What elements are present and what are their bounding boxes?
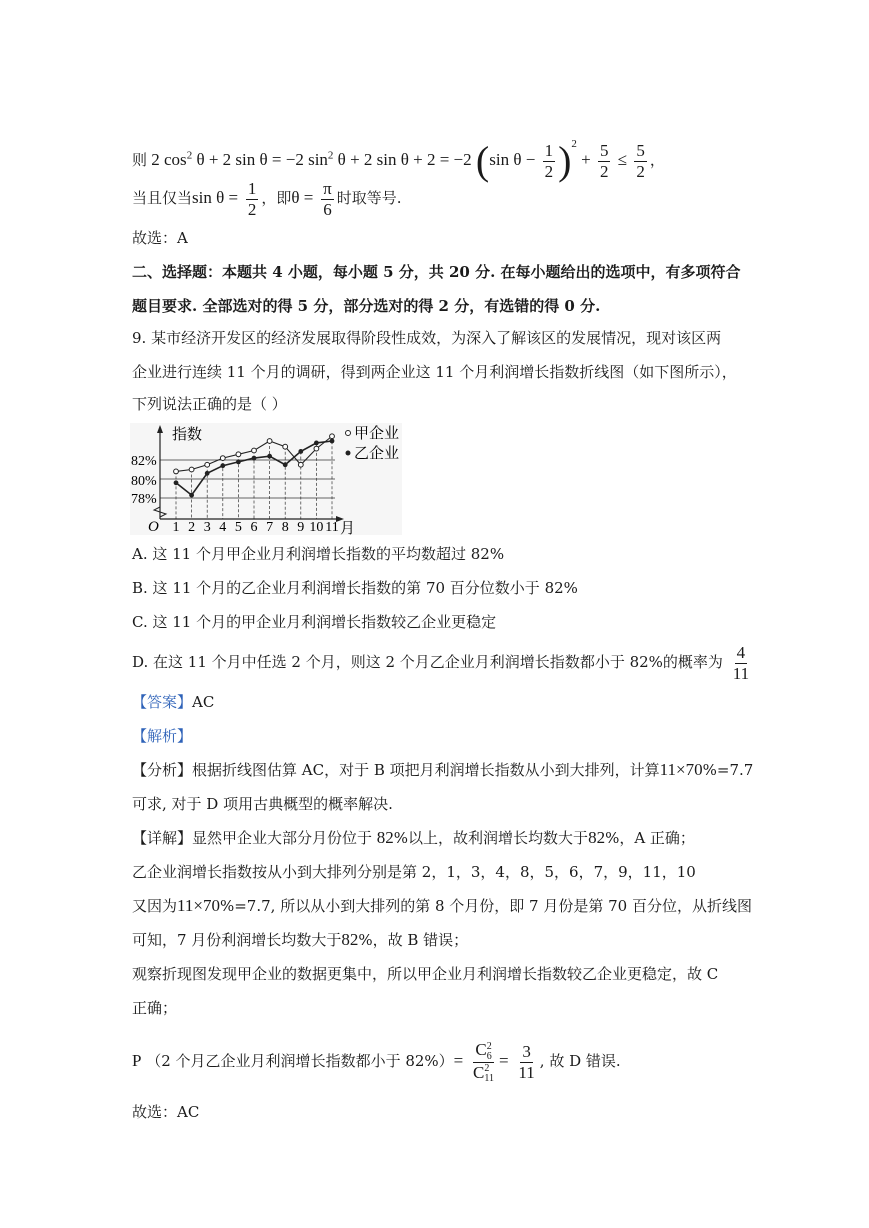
prob-tail: , 故 D 错误. xyxy=(539,1052,621,1070)
xiangjie-line2: 乙企业润增长指数按从小到大排列分别是第 2，1，3，4，8，5，6，7，9，11，10 xyxy=(132,863,696,881)
xiangjie-l4a: 可知，7 月份利润增长均数大于 xyxy=(132,931,342,949)
answer-value: AC xyxy=(192,693,215,711)
x-tick-8: 8 xyxy=(281,520,289,535)
xiangjie-l3a: 又因为 xyxy=(132,897,178,915)
analysis-tag: 【解析】 xyxy=(132,727,193,745)
xiangjie-l4b: %，故 B 错误； xyxy=(358,931,469,949)
prob-eq: = xyxy=(453,1051,464,1070)
fenxi-math: 11×70 xyxy=(659,760,703,779)
xiangjie-text-2: %以上，故利润增长均数大于 xyxy=(393,829,589,847)
y-tick-78: 78% xyxy=(131,492,157,507)
eq-exp2: 2 xyxy=(327,149,334,162)
legend-yi: 乙企业 xyxy=(354,446,400,462)
q9-line1: 9. 某市经济开发区的经济发展取得阶段性成效，为深入了解该区的发展情况，现对该区两 xyxy=(132,329,722,347)
point-s1-m7 xyxy=(267,454,272,459)
cond-pi-six: $\frac{\pi}{6}$ xyxy=(323,178,332,219)
probability-line xyxy=(132,1036,621,1086)
cond-half: $\frac{1}{2}$ xyxy=(247,178,257,219)
option-d xyxy=(132,640,754,684)
x-tick-4: 4 xyxy=(219,520,227,535)
xiangjie-l4-82: 82 xyxy=(341,930,359,949)
cond-text-1: 当且仅当 xyxy=(132,189,193,207)
section2-line1: 二、选择题：本题共 4 小题，每小题 5 分，共 20 分. 在每小题给出的选项中，有多项符合 xyxy=(132,263,741,281)
answer-line xyxy=(132,692,214,712)
fenxi-line2: 可求, 对于 D 项用古典概型的概率解决. xyxy=(132,795,393,813)
point-s1-m6 xyxy=(252,456,257,461)
xiangjie-82-a: 82 xyxy=(376,828,394,847)
x-tick-11: 11 xyxy=(325,520,339,535)
point-s1-m2 xyxy=(189,493,194,498)
x-tick-5: 5 xyxy=(234,520,242,535)
xiangjie-text-1: 显然甲企业大部分月份位于 xyxy=(192,829,377,847)
five-halves-b: $\frac{5}{2}$ xyxy=(636,140,645,181)
x-tick-2: 2 xyxy=(188,520,196,535)
point-s1-m10 xyxy=(314,441,319,446)
point-s0-m1 xyxy=(174,469,179,474)
equation-line xyxy=(132,122,665,184)
point-s0-m10 xyxy=(314,446,319,451)
fenxi-tag: 【分析】 xyxy=(132,761,193,779)
point-s0-m11 xyxy=(330,434,335,439)
xiangjie-line4 xyxy=(132,930,468,950)
point-s0-m4 xyxy=(220,456,225,461)
xiangjie-line3 xyxy=(132,896,752,916)
eq-sin-term: θ + 2 sin θ = −2 sin xyxy=(196,150,328,169)
option-d-fraction: $\frac{4}{11}$ xyxy=(732,642,750,683)
cond-text-3: 时取等号. xyxy=(336,189,402,207)
prob-result-fraction: $\frac{3}{11}$ xyxy=(518,1041,535,1082)
legend-jia: 甲企业 xyxy=(354,426,400,442)
profit-index-chart xyxy=(130,423,402,535)
prob-p: P xyxy=(132,1051,142,1070)
half-fraction: $\frac{1}{2}$ xyxy=(544,140,554,181)
choose-ac-line: 故选：AC xyxy=(132,1103,200,1121)
fenxi-text-1: 根据折线图估算 AC，对于 B 项把月利润增长指数从小到大排列，计算 xyxy=(192,761,660,779)
prob-comb-fraction: C 2 6 C 2 11 xyxy=(473,1040,495,1084)
prob-text: （2 个月乙企业月利润增长指数都小于 82%） xyxy=(146,1052,454,1070)
point-s1-m5 xyxy=(236,460,241,465)
xiangjie-text-3: %，A 正确； xyxy=(605,829,695,847)
point-s0-m5 xyxy=(236,452,241,457)
point-s0-m2 xyxy=(189,467,194,472)
point-s0-m9 xyxy=(298,462,303,467)
x-tick-1: 1 xyxy=(172,520,180,535)
x-tick-10: 10 xyxy=(309,520,324,535)
xiangjie-tag: 【详解】 xyxy=(132,829,193,847)
point-s1-m9 xyxy=(298,449,303,454)
condition-line xyxy=(132,176,402,220)
cond-text-2: ，即 xyxy=(261,189,292,207)
left-paren: ( xyxy=(475,138,490,184)
section2-line2: 题目要求. 全部选对的得 5 分，部分选对的得 2 分，有选错的得 0 分. xyxy=(132,297,601,315)
q9-line2: 企业进行连续 11 个月的调研，得到两企业这 11 个月利润增长指数折线图（如下图所示）， xyxy=(132,363,737,381)
xiangjie-line1 xyxy=(132,828,695,848)
x-tick-6: 6 xyxy=(250,520,258,535)
legend-open-marker xyxy=(346,431,351,436)
point-s1-m8 xyxy=(283,462,288,467)
eq-prefix: 则 xyxy=(132,153,148,169)
eq-exp: 2 xyxy=(186,149,193,162)
xiangjie-l3-math: 11×70 xyxy=(177,896,220,915)
five-halves-a: $\frac{5}{2}$ xyxy=(599,140,609,181)
x-axis-label: 月 xyxy=(340,521,356,535)
xiangjie-line6: 正确； xyxy=(132,999,178,1017)
option-c: C. 这 11 个月的甲企业月利润增长指数较乙企业更稳定 xyxy=(132,613,497,631)
point-s0-m6 xyxy=(252,448,257,453)
point-s0-m7 xyxy=(267,439,272,444)
point-s0-m8 xyxy=(283,444,288,449)
fenxi-text-2: %=7.7 xyxy=(702,761,754,779)
x-tick-3: 3 xyxy=(203,520,211,535)
option-a: A. 这 11 个月甲企业月利润增长指数的平均数超过 82% xyxy=(132,545,505,563)
x-tick-9: 9 xyxy=(297,520,305,535)
cond-sin: sin θ = xyxy=(192,188,239,207)
answer-tag: 【答案】 xyxy=(132,693,193,711)
eq-cos-term: 2 cos xyxy=(151,150,187,169)
xiangjie-82-b: 82 xyxy=(588,828,606,847)
eq-square: 2 xyxy=(571,138,577,150)
point-s1-m1 xyxy=(174,480,179,485)
eq-end: ， xyxy=(649,153,665,169)
choose-a-line: 故选：A xyxy=(132,229,188,247)
q9-line3: 下列说法正确的是（ ） xyxy=(132,395,287,413)
point-s1-m3 xyxy=(205,471,210,476)
y-tick-82: 82% xyxy=(131,454,157,469)
prob-eq2: = xyxy=(499,1051,509,1070)
legend-filled-marker xyxy=(346,451,351,456)
y-tick-80: 80% xyxy=(131,474,157,489)
eq-plus: + xyxy=(581,150,591,169)
eq-rest: θ + 2 sin θ + 2 = −2 xyxy=(337,150,472,169)
eq-sin-part: sin θ − xyxy=(489,150,536,169)
xiangjie-line5: 观察折现图发现甲企业的数据更集中，所以甲企业月利润增长指数较乙企业更稳定，故 C xyxy=(132,965,719,983)
point-s1-m4 xyxy=(220,463,225,468)
right-paren: ) xyxy=(558,138,572,184)
xiangjie-l3b: %=7.7, 所以从小到大排列的第 8 个月份，即 7 月份是第 70 百分位，从折线图 xyxy=(219,897,752,915)
y-axis-label: 指数 xyxy=(172,427,203,443)
point-s1-m11 xyxy=(330,439,335,444)
origin-label: O xyxy=(148,519,159,535)
eq-le: ≤ xyxy=(617,150,628,169)
option-d-text: D. 在这 11 个月中任选 2 个月，则这 2 个月乙企业月利润增长指数都小于 82%的概率为 xyxy=(132,653,723,671)
option-b: B. 这 11 个月的乙企业月利润增长指数的第 70 百分位数小于 82% xyxy=(132,579,578,597)
fenxi-line1 xyxy=(132,760,753,780)
x-tick-7: 7 xyxy=(266,520,274,535)
cond-theta: θ = xyxy=(291,188,314,207)
point-s0-m3 xyxy=(205,462,210,467)
